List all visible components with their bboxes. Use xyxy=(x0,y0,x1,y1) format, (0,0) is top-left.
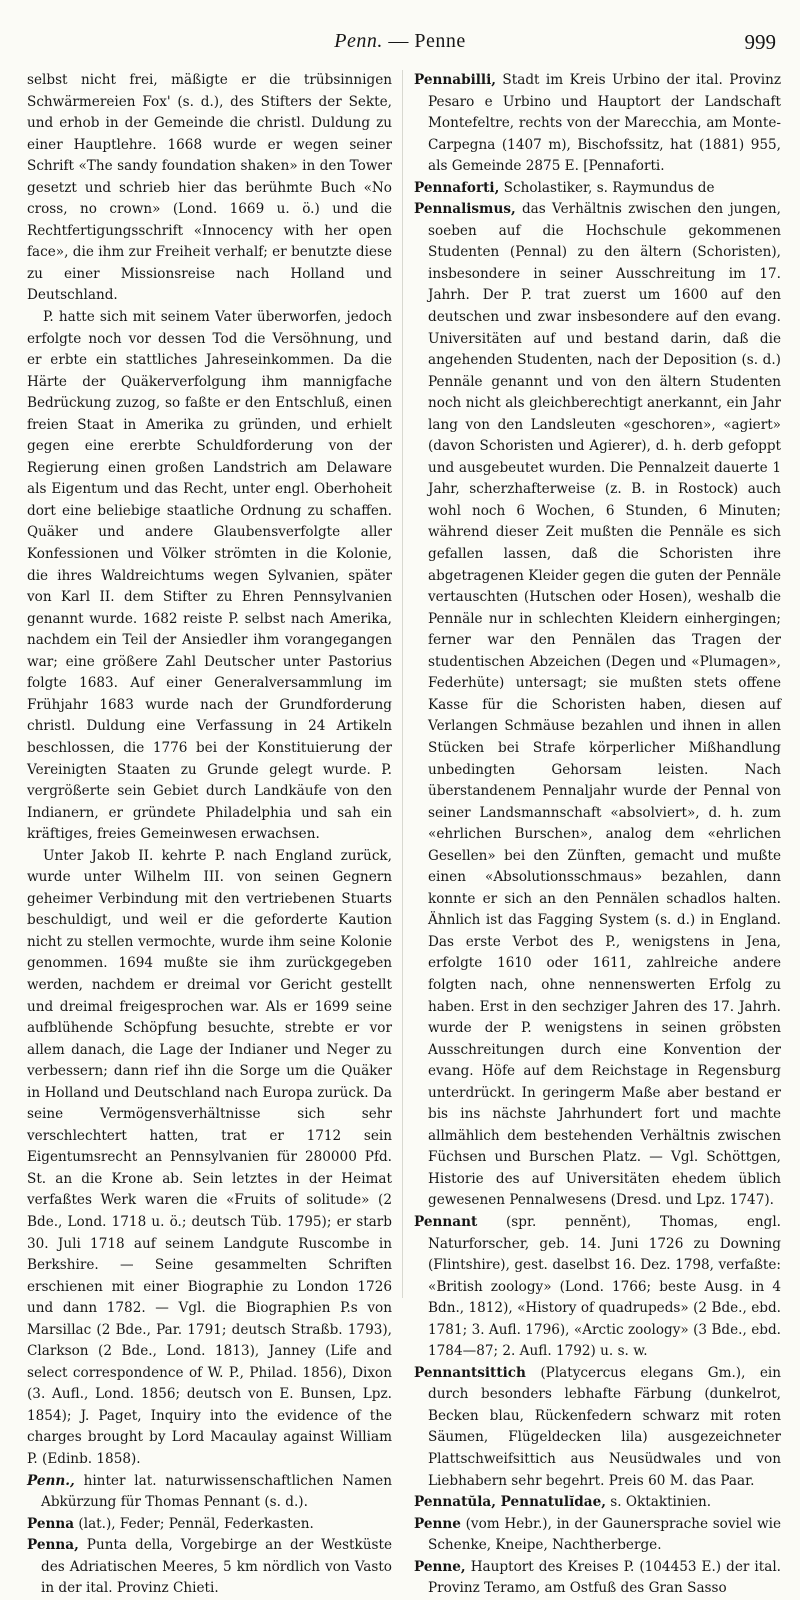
dictionary-entry xyxy=(414,70,781,178)
dictionary-entry xyxy=(27,1471,392,1514)
entry-headword: Pennatŭla, Pennatulĭdae, xyxy=(414,1494,606,1511)
entry-headword: Pennabilli, xyxy=(414,72,496,88)
column-divider xyxy=(402,70,403,1298)
entry-text: s. Oktaktinien. xyxy=(605,1494,712,1511)
entry-text: (spr. pennĕnt), Thomas, engl. Naturforscher, geb. 14. Juni 1726 zu Downing (Flintshire), gest. daselbst 16. Dez. 1798, verfaßte: «British zoology» (Lond. 1766; beste Ausg. in 4 Bdn., 1812), «History of quadrupeds» (2 Bde., ebd. 1781; 3. Aufl. 1796), «Arctic zoology» (3 Bde., ebd. 1784—87; 2. Aufl. 1792) u. s. w. xyxy=(428,1213,781,1360)
dictionary-entry xyxy=(414,1492,781,1514)
dictionary-entry xyxy=(27,1514,392,1536)
left-column xyxy=(27,70,392,1597)
entry-text: Stadt im Kreis Urbino der ital. Provinz Pesaro e Urbino und Hauptort der Landschaft Montefeltre, rechts von der Marecchia, am Monte-Carpegna (1407 m), Bischofssitz, hat (1881) 955, als Gemeinde 2875 E. [Pennaforti. xyxy=(428,72,781,175)
dictionary-entry xyxy=(414,1557,781,1600)
entry-text: (Platycercus elegans Gm.), ein durch besonders lebhafte Färbung (dunkelrot, Becken blau, Rückenfedern schwarz mit roten Säumen, Flügeldecken lila) ausgezeichneter Plattschweifsittich aus Neusüdwales und von Liebhabern sehr begehrt. Preis 60 M. das Paar. xyxy=(428,1364,781,1489)
running-title-separator: — xyxy=(388,30,409,52)
running-title-left: Penn. xyxy=(334,30,383,52)
entry-paragraph: P. hatte sich mit seinem Vater überworfen, jedoch erfolgte noch vor dessen Tod die Versöhnung, und er erbte ein stattliches Jahreseinkommen. Da die Härte der Quäkerverfolgung ihm mannigfache Bedrückung zuzog, so faßte er den Entschluß, einen freien Staat in Amerika zu gründen, und erhielt gegen eine ererbte Schuldforderung von der Regierung einen großen Landstrich am Delaware als Eigentum und das Recht, unter engl. Oberhoheit dort eine beliebige staatliche Ordnung zu schaffen. Quäker und andere Glaubensverfolgte aller Konfessionen und Völker strömten in die Kolonie, die ihres Waldreichtums wegen Sylvanien, später von Karl II. dem Stifter zu Ehren Pennsylvanien genannt wurde. 1682 reiste P. selbst nach Amerika, nachdem ein Teil der Ansiedler ihm vorangegangen war; eine größere Zahl Deutscher unter Pastorius folgte 1683. Auf einer Generalversammlung im Frühjahr 1683 wurde nach der Grundforderung christl. Duldung eine Verfassung in 24 Artikeln beschlossen, die 1776 bei der Konstituierung der Vereinigten Staaten zu Grunde gelegt wurde. P. vergrößerte sein Gebiet durch Landkäufe von den Indianern, er gründete Philadelphia und sah ein kräftiges, freies Gemeinwesen erwachsen. xyxy=(27,309,392,843)
dictionary-entry xyxy=(414,1212,781,1363)
dictionary-entry xyxy=(414,178,781,200)
entry-headword: Penna, xyxy=(27,1537,79,1554)
entry-text: Punta della, Vorgebirge an der Westküste des Adriatischen Meeres, 5 km nördlich von Vasto in der ital. Provinz Chieti. xyxy=(41,1537,392,1597)
entry-headword: Penne xyxy=(414,1515,461,1532)
dictionary-entry xyxy=(414,1514,781,1557)
entry-headword: Pennalismus, xyxy=(414,201,516,218)
entry-text: (vom Hebr.), in der Gaunersprache soviel wie Schenke, Kneipe, Nachtherberge. xyxy=(428,1515,781,1554)
entry-paragraph: Unter Jakob II. kehrte P. nach England zurück, wurde unter Wilhelm III. von seinen Gegnern geheimer Verbindung mit den vertriebenen Stuarts beschuldigt, und weil er die geforderte Kaution nicht zu stellen vermochte, wurde ihm seine Kolonie genommen. 1694 mußte sie ihm zurückgegeben werden, nachdem er dreimal vor Gericht gestellt und dreimal freigesprochen war. Als er 1699 seine aufblühende Schöpfung besuchte, strebte er vor allem danach, die Lage der Indianer und Neger zu verbessern; dann rief ihn die Sorge um die Quäker in Holland und Deutschland nach Europa zurück. Da seine Vermögensverhältnisse sich sehr verschlechtert hatten, trat er 1712 sein Eigentumsrecht an Pennsylvanien für 280000 Pfd. St. an die Krone ab. Sein letztes in der Heimat verfaßtes Werk waren die «Fruits of solitude» (2 Bde., Lond. 1718 u. ö.; deutsch Tüb. 1795); er starb 30. Juli 1718 auf seinem Landgute Ruscombe in Berkshire. — Seine gesammelten Schriften erschienen mit einer Biographie zu London 1726 und dann 1782. — Vgl. die Biographien P.s von Marsillac (2 Bde., Par. 1791; deutsch Straßb. 1793), Clarkson (2 Bde., Lond. 1813), Janney (Life and select correspondence of W. P., Philad. 1856), Dixon (3. Aufl., Lond. 1856; deutsch von E. Bunsen, Lpz. 1854); J. Paget, Inquiry into the evidence of the charges brought by Lord Macaulay against William P. (Edinb. 1858). xyxy=(27,847,392,1467)
running-title-right: Penne xyxy=(414,30,466,52)
running-title xyxy=(0,30,800,53)
entry-text: das Verhältnis zwischen den jungen, soeben auf die Hochschule gekommenen Studenten (Pennal) zu den ältern (Schoristen), insbesondere in seiner Ausschreitung im 17. Jahrh. Der P. trat zuerst um 1600 auf den deutschen und zwar insbesondere auf den evang. Universitäten auf und bestand darin, daß die angehenden Studenten, nach der Deposition (s. d.) Pennäle genannt und von den ältern Studenten noch nicht als gleichberechtigt anerkannt, ein Jahr lang von den Landsleuten «geschoren», «agiert» (davon Schoristen und Agierer), d. h. derb gefoppt und ausgebeutet wurden. Die Pennalzeit dauerte 1 Jahr, scherzhafterweise (z. B. in Rostock) auch wohl noch 6 Wochen, 6 Stunden, 6 Minuten; während dieser Zeit mußten die Pennäle es sich gefallen lassen, daß die Schoristen ihre abgetragenen Kleider gegen die guten der Pennäle vertauschten (Hutschen oder Hosen), weshalb die Pennäle nur in schlechten Kleidern einhergingen; ferner war den Pennälen das Tragen der studentischen Abzeichen (Degen und «Plumagen», Federhüte) untersagt; sie mußten stets offene Kasse für die Schoristen haben, diesen auf Verlangen Schmäuse bezahlen und ihnen in allen Stücken bei Strafe körperlicher Mißhandlung unbedingten Gehorsam leisten. Nach überstandenem Pennaljahr wurde der Pennal von seiner Landsmannschaft «absolviert», d. h. zum «ehrlichen Burschen», analog dem «ehrlichen Gesellen» bei den Zünften, gemacht und mußte einen «Absolutionsschmaus» bezahlen, dann konnte er sich an den Pennälen schadlos halten. Ähnlich ist das Fagging System (s. d.) in England. Das erste Verbot des P., wenigstens in Jena, erfolgte 1610 oder 1611, zahlreiche andere folgten nach, ohne nennenswerten Erfolg zu haben. Erst in den sechziger Jahren des 17. Jahrh. wurde der P. wenigstens in seinen gröbsten Ausschreitungen durch eine Konvention der evang. Höfe auf dem Reichstage in Regensburg unterdrückt. In geringerm Maße aber bestand er bis ins nächste Jahrhundert fort und machte allmählich dem bestehenden Verhältnis zwischen Füchsen und Burschen Platz. — Vgl. Schöttgen, Historie des auf Universitäten ehedem üblich gewesenen Pennalwesens (Dresd. und Lpz. 1747). xyxy=(428,201,781,1209)
page-number: 999 xyxy=(744,30,776,54)
entry-headword: Penne, xyxy=(414,1558,466,1575)
entry-text: (lat.), Feder; Pennäl, Federkasten. xyxy=(74,1515,314,1532)
entry-paragraph: selbst nicht frei, mäßigte er die trübsinnigen Schwärmereien Fox' (s. d.), des Stifters der Sekte, und erhob in der Gemeinde die christl. Duldung zu einer Hauptlehre. 1668 wurde er wegen seiner Schrift «The sandy foundation shaken» in den Tower gesetzt und schrieb hier das berühmte Buch «No cross, no crown» (Lond. 1669 u. ö.) und die Rechtfertigungsschrift «Innocency with her open face», die ihm zur Freiheit verhalf; er benutzte diese zu einer Missionsreise nach Holland und Deutschland. xyxy=(27,72,392,304)
dictionary-entry xyxy=(414,1363,781,1492)
dictionary-entry xyxy=(414,199,781,1212)
entry-headword: Penn., xyxy=(27,1472,75,1489)
dictionary-entry xyxy=(27,1535,392,1600)
entry-text: Hauptort des Kreises P. (104453 E.) der ital. Provinz Teramo, am Ostfuß des Gran Sasso xyxy=(428,1558,781,1597)
entry-headword: Pennaforti, xyxy=(414,179,500,196)
entry-headword: Pennantsittich xyxy=(414,1364,526,1381)
right-column xyxy=(414,70,781,1597)
page-header xyxy=(0,0,800,56)
entry-headword: Penna xyxy=(27,1515,75,1532)
entry-text: hinter lat. naturwissenschaftlichen Namen Abkürzung für Thomas Pennant (s. d.). xyxy=(41,1472,392,1511)
entry-headword: Pennant xyxy=(414,1213,478,1230)
entry-text: Scholastiker, s. Raymundus de xyxy=(499,179,715,196)
